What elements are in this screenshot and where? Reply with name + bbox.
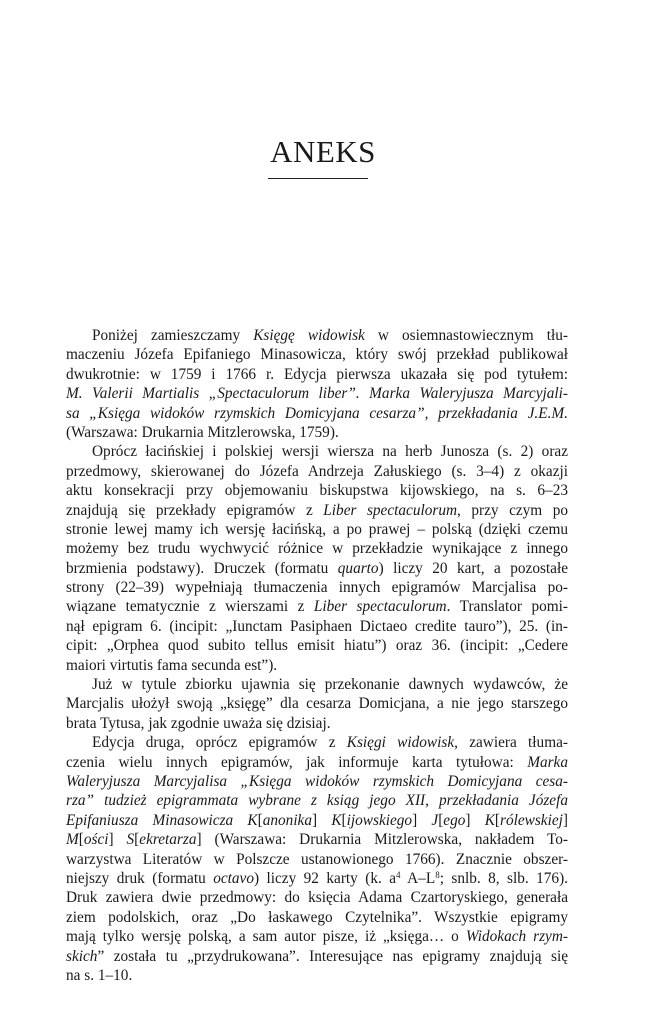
text-run: , zawiera tłuma-	[454, 734, 568, 752]
text-run: ) liczy 20 kart, a pozostałe	[378, 559, 568, 577]
text-run: rólewskiej	[500, 811, 563, 829]
text-run: niejszy druk (formatu	[66, 869, 214, 887]
text-run: skich	[66, 947, 98, 965]
text-run: sa „Księga widoków rzymskich Domicyjana cesarza”, przekładania J.E.M.	[66, 404, 568, 422]
text-run: ]	[412, 811, 432, 829]
text-line	[66, 501, 568, 520]
text-line	[66, 597, 568, 616]
text-run: Marka	[527, 753, 568, 771]
text-run: Liber spectaculorum	[313, 598, 447, 616]
text-run: nął epigram 6. (incipit: „Iunctam Pasiphaen Dictaeo credite tauro”), 25. (in-	[66, 617, 568, 635]
text-run: ) liczy 92 karty (k. a	[253, 869, 397, 887]
text-run: rza” tudzież epigrammata wybrane z ksiąg jego XII, przekładania Józefa	[66, 792, 568, 810]
text-run: ]	[465, 811, 485, 829]
paragraph	[66, 733, 568, 985]
text-line	[66, 908, 568, 927]
text-line	[66, 423, 568, 442]
text-line	[66, 442, 568, 461]
text-run: Epifaniusza Minasowicza K	[66, 811, 258, 829]
text-run: mają tylko wersję polską, a sam autor pisze, iż „księga… o	[66, 928, 466, 946]
text-line	[66, 539, 568, 558]
text-run: , przy czym po	[457, 501, 568, 519]
superscript: 4	[396, 869, 401, 880]
text-line	[66, 791, 568, 810]
text-run: Widokach rzym-	[465, 928, 568, 946]
chapter-title: ANEKS	[270, 134, 376, 169]
text-line	[66, 656, 568, 675]
text-run: (Warszawa: Drukarnia Mitzlerowska, 1759).	[66, 423, 339, 441]
text-run: stronie lewej mamy ich wersję łacińską, a po prawej – polską (dzięki czemu	[66, 520, 568, 538]
text-run: [	[341, 811, 347, 829]
text-line	[66, 869, 568, 888]
text-line	[66, 345, 568, 364]
text-run: Druk zawiera dwie przedmowy: do księcia Adama Czartoryskiego, generała	[66, 889, 568, 907]
text-line	[66, 365, 568, 384]
text-run: ości	[83, 831, 109, 849]
text-run: quarto	[337, 559, 379, 577]
text-line	[66, 733, 568, 752]
text-run: [	[494, 811, 501, 829]
superscript: 8	[435, 869, 440, 880]
text-run: K	[331, 811, 342, 829]
text-line	[66, 947, 568, 966]
text-run: M. Valerii Martialis „Spectaculorum liber”. Marka Waleryjusza Marcyjali-	[66, 385, 568, 403]
text-line	[66, 520, 568, 539]
text-run: w osiemnastowiecznym tłu-	[364, 327, 568, 344]
text-run: [	[257, 811, 263, 829]
text-line	[66, 850, 568, 869]
body-text	[66, 326, 568, 985]
text-run: czenia wielu innych epigramów, jak informuje karta tytułowa:	[66, 753, 528, 771]
text-run: Marcjalis ułożył swoją „księgę” dla cesarza Domicjana, a nie jego starszego	[66, 695, 568, 713]
text-run: Oprócz łacińskiej i polskiej wersji wiersza na herb Junosza (s. 2) oraz	[92, 443, 568, 461]
text-run: wiązane tematycznie z wierszami z	[66, 598, 314, 616]
title-rule	[268, 178, 368, 179]
text-run: ekretarza	[139, 831, 197, 849]
text-run: . Translator pomi-	[446, 598, 568, 616]
text-run: octavo	[213, 869, 254, 887]
text-run: brzmienia podstawy). Druczek (formatu	[66, 559, 338, 577]
text-line	[66, 384, 568, 403]
text-line	[66, 772, 568, 791]
text-line	[66, 888, 568, 907]
text-run: maczeniu Józefa Epifaniego Minasowicza, który swój przekład publikował	[66, 346, 568, 364]
text-line	[66, 481, 568, 500]
paragraph	[66, 675, 568, 733]
text-run: na s. 1–10.	[66, 966, 133, 984]
text-line	[66, 462, 568, 481]
text-line	[66, 326, 568, 345]
text-line	[66, 753, 568, 772]
text-run: dwukrotnie: w 1759 i 1766 r. Edycja pierwsza ukazała się pod tytułem:	[66, 365, 568, 383]
text-run: ziem podolskich, oraz „Do łaskawego Czytelnika”. Wszystkie epigramy	[66, 908, 568, 926]
text-run: Poniżej zamieszczamy	[92, 327, 254, 344]
text-run: ; snlb. 8, slb. 176).	[439, 869, 569, 887]
text-run: znajdują się przekłady epigramów z	[66, 501, 324, 519]
text-run: Waleryjusza Marcyjalisa „Księga widoków rzymskich Domicyjana cesa-	[66, 772, 568, 790]
paragraph	[66, 442, 568, 675]
text-run: Liber spectaculorum	[323, 501, 458, 519]
text-run: M	[66, 831, 79, 849]
text-run: A–L	[400, 869, 436, 887]
text-run: S	[126, 831, 135, 849]
text-line	[66, 404, 568, 423]
text-run: aktu konsekracji przy objemowaniu biskupstwa kijowskiego, na s. 6–23	[66, 482, 568, 500]
text-run: warzystwa Literatów w Polszcze ustanowionego 1766). Znacznie obszer-	[66, 850, 568, 868]
text-run: Księgi widowisk	[346, 734, 455, 752]
text-run: ] (Warszawa: Drukarnia Mitzlerowska, nakładem To-	[196, 831, 569, 849]
text-line	[66, 578, 568, 597]
text-run: ]	[562, 811, 569, 829]
text-line	[66, 966, 568, 985]
text-run: maiori virtutis fama secunda est”).	[66, 656, 278, 674]
text-run: J	[431, 811, 439, 829]
text-run: ego	[443, 811, 466, 829]
text-run: [	[438, 811, 444, 829]
text-run: przedmowy, skierowanej do Józefa Andrzeja Załuskiego (s. 3–4) z okazji	[66, 462, 568, 480]
text-run: cipit: „Orphea quod subito tellus emisit hiatu”) oraz 36. (incipit: „Cedere	[66, 637, 568, 655]
text-run: możemy bez trudu wychwycić różnice w przekładzie wynikające z innego	[66, 540, 568, 558]
text-run: K	[484, 811, 495, 829]
text-line	[66, 694, 568, 713]
text-line	[66, 636, 568, 655]
text-line	[66, 714, 568, 733]
text-run: Już w tytule zbiorku ujawnia się przekonanie dawnych wydawców, że	[92, 676, 568, 694]
text-run: anonika	[262, 811, 313, 829]
text-run: [	[134, 831, 140, 849]
text-line	[66, 675, 568, 694]
text-line	[66, 830, 568, 849]
text-run: ” została tu „przydrukowana”. Interesujące nas epigramy znajdują się	[97, 947, 568, 965]
text-run: ]	[108, 831, 127, 849]
text-run: ijowskiego	[346, 811, 413, 829]
text-line	[66, 811, 568, 830]
text-run: Edycja druga, oprócz epigramów z	[92, 734, 347, 752]
text-run: brata Tytusa, jak zgodnie uważa się dzisiaj.	[66, 714, 331, 732]
text-run: Księgę widowisk	[253, 327, 365, 344]
paragraph	[66, 326, 568, 442]
text-run: strony (22–39) wypełniają tłumaczenia innych epigramów Marcjalisa po-	[66, 579, 568, 597]
text-line	[66, 927, 568, 946]
text-line	[66, 559, 568, 578]
text-run: [	[78, 831, 84, 849]
text-line	[66, 617, 568, 636]
text-run: ]	[312, 811, 332, 829]
